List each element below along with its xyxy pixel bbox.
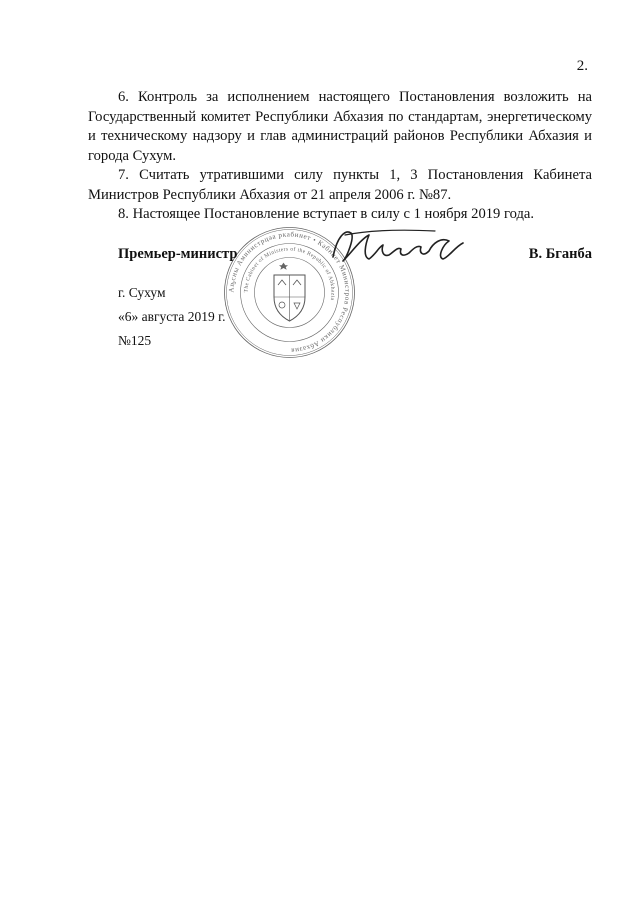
paragraph-8: 8. Настоящее Постановление вступает в силу с 1 ноября 2019 года. — [118, 206, 535, 222]
document-number: №125 — [118, 333, 152, 348]
coat-of-arms-icon — [274, 263, 305, 321]
seal-outer-text: Аҧсны Аминистрцәа ркабинет • Кабинет Министров Республики Абхазия — [227, 230, 352, 355]
signatory-title: Премьер-министр — [118, 246, 238, 262]
paragraph-7: 7. Считать утратившими силу пункты 1, 3 Постановления Кабинета Министров Республики Абхазия от 21 апреля 2006 г. №87. — [88, 167, 592, 203]
page-number: 2. — [576, 58, 588, 74]
signatory-name: В. Бганба — [528, 246, 592, 262]
place-date-block — [118, 281, 225, 353]
document-body — [88, 88, 592, 225]
place: г. Сухум — [118, 285, 166, 300]
paragraph-6: 6. Контроль за исполнением настоящего Постановления возложить на Государственный комитет Республики Абхазия по стандартам, энергетическому и техническому надзору и глав администраций районов Республики Абхазия и города Сухум. — [88, 89, 592, 164]
date: «6» августа 2019 г. — [118, 309, 226, 324]
handwritten-signature — [325, 223, 475, 273]
seal-inner-text: The Cabinet of Ministers of the Republic of Abkhazia — [243, 246, 336, 301]
